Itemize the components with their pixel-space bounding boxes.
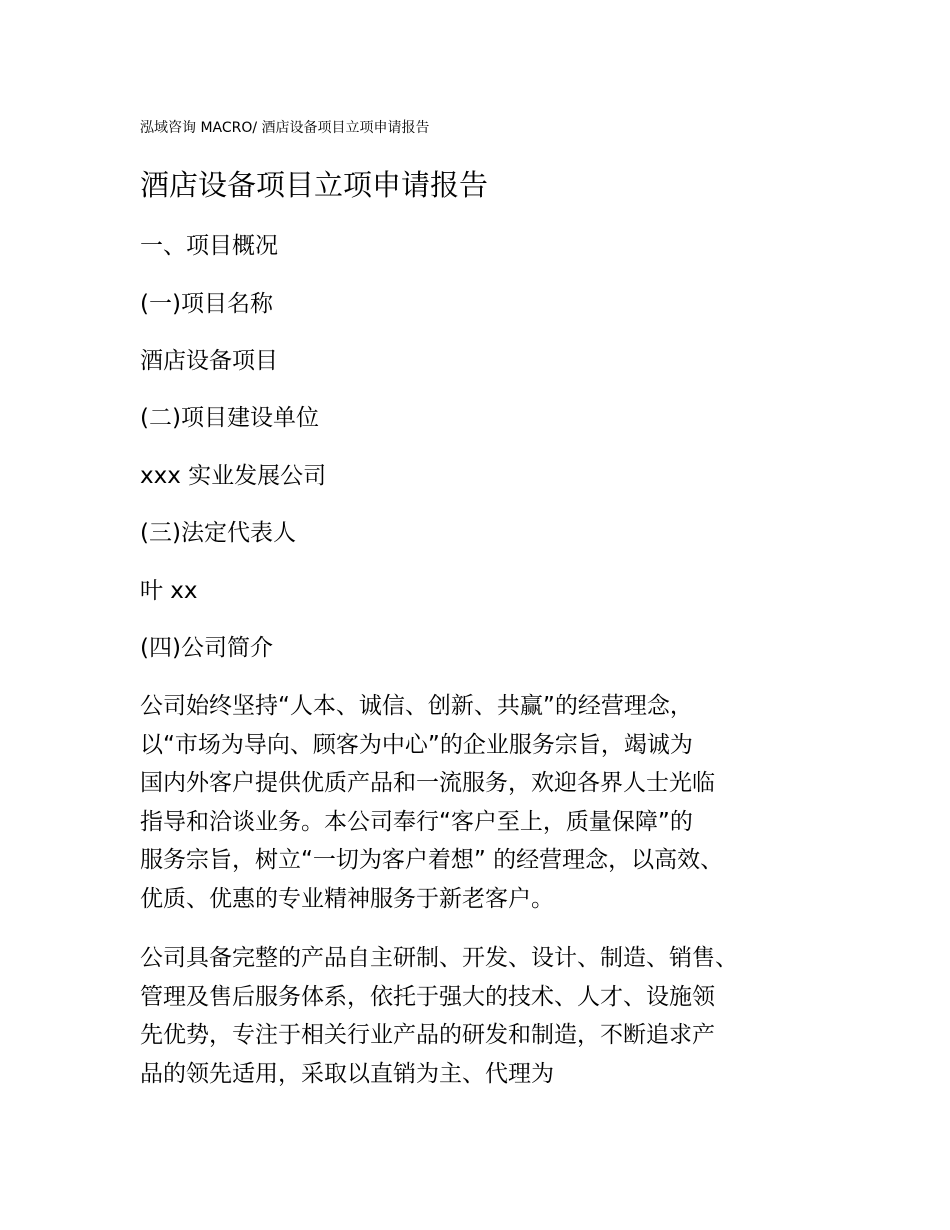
paragraph-line: 公司具备完整的产品自主研制、开发、设计、制造、销售、 <box>140 945 738 971</box>
section-heading-overview: 一、项目概况 <box>140 233 278 259</box>
paragraph-line: 指导和洽谈业务。本公司奉行“客户至上，质量保障”的 <box>140 808 693 835</box>
breadcrumb: 泓域咨询 MACRO/ 酒店设备项目立项申请报告 <box>140 120 430 136</box>
paragraph-line: 优质、优惠的专业精神服务于新老客户。 <box>140 885 554 912</box>
legal-representative-value: 叶 xx <box>140 578 198 604</box>
page-title: 酒店设备项目立项申请报告 <box>140 168 489 202</box>
paragraph-line: 公司始终坚持“人本、诚信、创新、共赢”的经营理念， <box>140 693 693 719</box>
subheading-company-profile: (四)公司简介 <box>140 635 273 661</box>
project-name-value: 酒店设备项目 <box>140 348 278 374</box>
paragraph-line: 以“市场为导向、顾客为中心”的企业服务宗旨，竭诚为 <box>140 731 693 758</box>
company-profile-paragraph-2 <box>140 939 820 1093</box>
paragraph-line: 国内外客户提供优质产品和一流服务，欢迎各界人士光临 <box>140 770 715 796</box>
paragraph-line: 服务宗旨，树立“一切为客户着想” 的经营理念，以高效、 <box>140 847 724 873</box>
paragraph-line: 先优势，专注于相关行业产品的研发和制造，不断追求产 <box>140 1022 715 1048</box>
company-profile-paragraph-1 <box>140 687 820 918</box>
paragraph-line: 管理及售后服务体系，依托于强大的技术、人才、设施领 <box>140 983 715 1010</box>
subheading-construction-unit: (二)项目建设单位 <box>140 405 319 431</box>
paragraph-line: 品的领先适用，采取以直销为主、代理为 <box>140 1060 554 1087</box>
construction-unit-value: xxx 实业发展公司 <box>140 463 327 489</box>
subheading-project-name: (一)项目名称 <box>140 291 273 317</box>
subheading-legal-representative: (三)法定代表人 <box>140 520 296 546</box>
